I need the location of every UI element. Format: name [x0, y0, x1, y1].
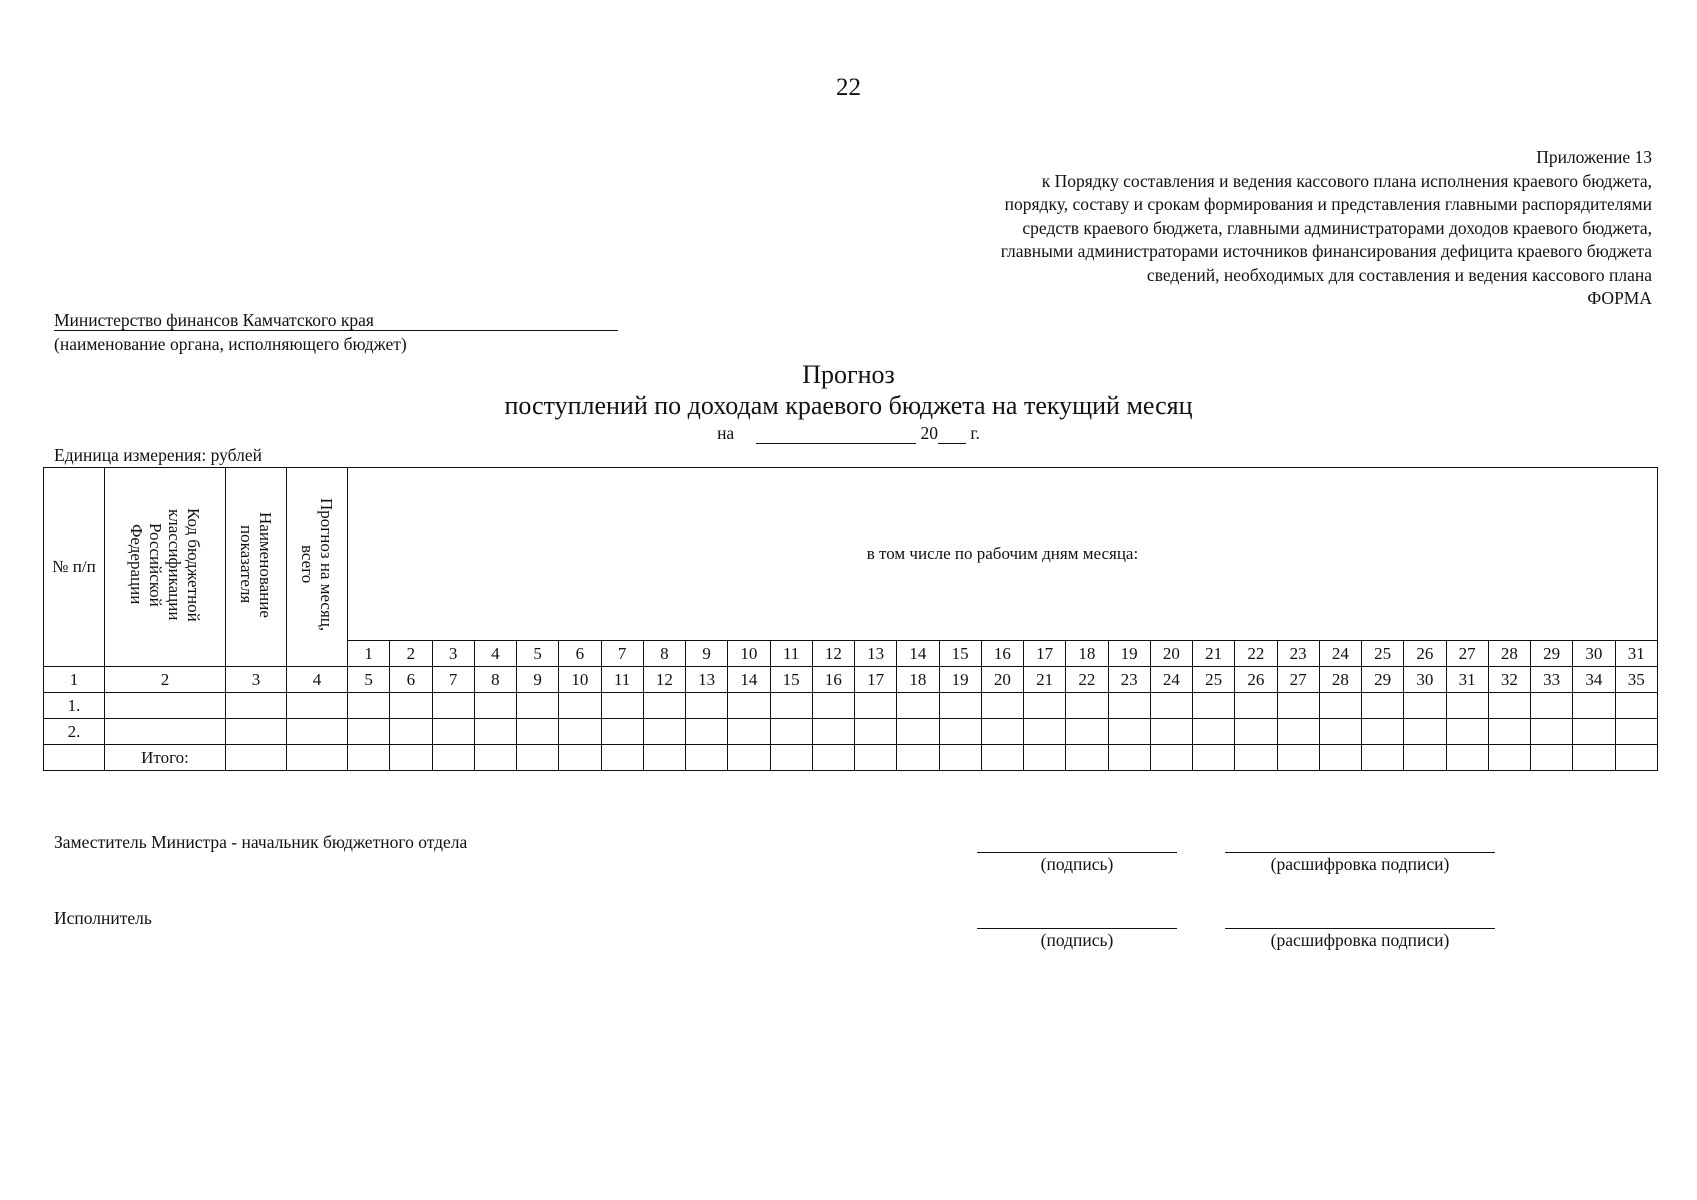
day-number-cell: 3	[432, 641, 474, 667]
column-number-cell: 21	[1024, 667, 1066, 693]
data-cell[interactable]	[1531, 693, 1573, 719]
column-number-cell: 20	[981, 667, 1023, 693]
day-number-cell: 7	[601, 641, 643, 667]
signature-caption: (подпись)	[1040, 854, 1114, 874]
data-cell[interactable]	[348, 719, 390, 745]
data-cell[interactable]	[1066, 719, 1108, 745]
day-number-cell: 6	[559, 641, 601, 667]
day-number-cell: 24	[1319, 641, 1361, 667]
column-number-cell: 25	[1193, 667, 1235, 693]
data-cell[interactable]	[348, 745, 390, 771]
date-line	[0, 422, 1697, 444]
data-cell[interactable]	[643, 745, 685, 771]
data-cell[interactable]	[643, 719, 685, 745]
column-number-cell: 11	[601, 667, 643, 693]
day-number-cell: 18	[1066, 641, 1108, 667]
data-cell[interactable]	[1150, 693, 1192, 719]
data-cell[interactable]	[1446, 745, 1488, 771]
appendix-line: главными администраторами источников финансирования дефицита краевого бюджета	[1000, 241, 1652, 261]
column-number-cell: 4	[287, 667, 348, 693]
appendix-line: Приложение 13	[1536, 147, 1652, 167]
data-cell[interactable]	[474, 719, 516, 745]
data-cell[interactable]	[559, 745, 601, 771]
data-cell[interactable]	[770, 693, 812, 719]
data-cell[interactable]	[1615, 745, 1657, 771]
data-cell[interactable]	[981, 693, 1023, 719]
data-cell[interactable]	[1488, 745, 1530, 771]
data-cell[interactable]	[517, 745, 559, 771]
day-number-cell: 20	[1150, 641, 1192, 667]
column-number-cell: 9	[517, 667, 559, 693]
row-label-cell[interactable]	[105, 719, 226, 745]
column-number-cell: 16	[812, 667, 854, 693]
data-cell[interactable]	[1066, 745, 1108, 771]
data-cell[interactable]	[474, 745, 516, 771]
data-cell[interactable]	[686, 693, 728, 719]
column-number-cell: 10	[559, 667, 601, 693]
table-header-row	[44, 468, 1658, 641]
day-number-cell: 4	[474, 641, 516, 667]
column-number-cell: 35	[1615, 667, 1657, 693]
data-cell[interactable]	[1446, 693, 1488, 719]
data-cell[interactable]	[1277, 693, 1319, 719]
data-cell[interactable]	[1319, 719, 1361, 745]
data-cell[interactable]	[287, 745, 348, 771]
data-cell[interactable]	[855, 693, 897, 719]
column-number-cell: 17	[855, 667, 897, 693]
signature-decode-caption: (расшифровка подписи)	[1270, 854, 1450, 874]
row-number-cell[interactable]	[44, 745, 105, 771]
data-cell[interactable]	[728, 693, 770, 719]
data-cell[interactable]	[432, 745, 474, 771]
table-row	[44, 719, 1658, 745]
organization-name: Министерство финансов Камчатского края	[54, 310, 618, 331]
data-cell[interactable]	[1404, 693, 1446, 719]
data-cell[interactable]	[855, 745, 897, 771]
data-cell[interactable]	[601, 719, 643, 745]
data-cell[interactable]	[390, 719, 432, 745]
data-cell[interactable]	[1404, 745, 1446, 771]
day-number-cell: 14	[897, 641, 939, 667]
appendix-line: средств краевого бюджета, главными администраторами доходов краевого бюджета,	[1022, 217, 1652, 238]
signature-line[interactable]	[977, 851, 1177, 853]
day-number-cell: 15	[939, 641, 981, 667]
data-cell[interactable]	[1573, 693, 1615, 719]
data-cell[interactable]	[1615, 719, 1657, 745]
column-number-cell: 3	[226, 667, 287, 693]
data-cell[interactable]	[812, 693, 854, 719]
data-cell[interactable]	[1362, 693, 1404, 719]
column-number-cell: 29	[1362, 667, 1404, 693]
data-cell[interactable]	[287, 693, 348, 719]
data-cell[interactable]	[686, 719, 728, 745]
day-number-cell: 31	[1615, 641, 1657, 667]
data-cell[interactable]	[939, 693, 981, 719]
signature-line[interactable]	[977, 927, 1177, 929]
data-cell[interactable]	[1362, 719, 1404, 745]
data-cell[interactable]	[432, 719, 474, 745]
column-number-cell: 2	[105, 667, 226, 693]
data-cell[interactable]	[897, 719, 939, 745]
data-cell[interactable]	[897, 693, 939, 719]
data-cell[interactable]	[1488, 719, 1530, 745]
data-cell[interactable]	[770, 719, 812, 745]
forecast-table	[43, 467, 1658, 771]
date-suffix: г.	[970, 423, 980, 443]
data-cell[interactable]	[390, 745, 432, 771]
column-number-cell: 23	[1108, 667, 1150, 693]
data-cell[interactable]	[1277, 719, 1319, 745]
appendix-line: к Порядку составления и ведения кассового плана исполнения краевого бюджета,	[1041, 170, 1652, 191]
column-number-cell: 6	[390, 667, 432, 693]
data-cell[interactable]	[939, 719, 981, 745]
data-cell[interactable]	[1404, 719, 1446, 745]
data-cell[interactable]	[1615, 693, 1657, 719]
data-cell[interactable]	[1193, 745, 1235, 771]
column-number-cell: 19	[939, 667, 981, 693]
signatory-role: Исполнитель	[54, 908, 152, 928]
data-cell[interactable]	[1193, 719, 1235, 745]
column-number-cell: 12	[643, 667, 685, 693]
row-label-cell[interactable]	[105, 693, 226, 719]
day-number-cell: 12	[812, 641, 854, 667]
data-cell[interactable]	[1277, 745, 1319, 771]
column-number-cell: 8	[474, 667, 516, 693]
column-number-cell: 31	[1446, 667, 1488, 693]
data-cell[interactable]	[643, 693, 685, 719]
day-number-cell: 9	[686, 641, 728, 667]
column-number-cell: 13	[686, 667, 728, 693]
data-cell[interactable]	[728, 719, 770, 745]
row-number-cell[interactable]: 1.	[44, 693, 105, 719]
data-cell[interactable]	[812, 745, 854, 771]
column-number-cell: 24	[1150, 667, 1192, 693]
date-prefix: на	[717, 423, 735, 443]
data-cell[interactable]	[981, 719, 1023, 745]
day-number-cell: 27	[1446, 641, 1488, 667]
year-blank[interactable]	[938, 425, 966, 444]
day-number-cell: 28	[1488, 641, 1530, 667]
data-cell[interactable]	[686, 745, 728, 771]
appendix-line: порядку, составу и срокам формирования и представления главными распорядителями	[1004, 194, 1652, 214]
data-cell[interactable]	[226, 719, 287, 745]
data-cell[interactable]	[1235, 693, 1277, 719]
header-days-group: в том числе по рабочим дням месяца:	[348, 468, 1658, 641]
data-cell[interactable]	[517, 693, 559, 719]
data-cell[interactable]	[226, 693, 287, 719]
data-cell[interactable]	[1531, 745, 1573, 771]
day-number-cell: 11	[770, 641, 812, 667]
column-number-cell: 22	[1066, 667, 1108, 693]
data-cell[interactable]	[1150, 719, 1192, 745]
day-number-cell: 30	[1573, 641, 1615, 667]
document-title: Прогноз	[802, 360, 895, 389]
data-cell[interactable]	[348, 693, 390, 719]
day-number-cell: 16	[981, 641, 1023, 667]
column-number-cell: 30	[1404, 667, 1446, 693]
day-number-cell: 5	[517, 641, 559, 667]
column-number-cell: 32	[1488, 667, 1530, 693]
data-cell[interactable]	[1024, 719, 1066, 745]
data-cell[interactable]	[1193, 693, 1235, 719]
data-cell[interactable]	[1066, 693, 1108, 719]
column-number-cell: 7	[432, 667, 474, 693]
column-number-cell: 1	[44, 667, 105, 693]
row-label-cell[interactable]: Итого:	[105, 745, 226, 771]
organization-caption: (наименование органа, исполняющего бюджет)	[54, 334, 407, 354]
data-cell[interactable]	[1024, 693, 1066, 719]
column-number-cell: 27	[1277, 667, 1319, 693]
column-number-cell: 26	[1235, 667, 1277, 693]
day-number-cell: 29	[1531, 641, 1573, 667]
page-number: 22	[836, 74, 861, 101]
data-cell[interactable]	[939, 745, 981, 771]
data-cell[interactable]	[474, 693, 516, 719]
day-number-cell: 22	[1235, 641, 1277, 667]
column-number-cell: 34	[1573, 667, 1615, 693]
data-cell[interactable]	[1573, 719, 1615, 745]
data-cell[interactable]	[1108, 745, 1150, 771]
data-cell[interactable]	[728, 745, 770, 771]
table-row	[44, 693, 1658, 719]
data-cell[interactable]	[981, 745, 1023, 771]
signature-decode-line[interactable]	[1225, 927, 1495, 929]
unit-of-measure: Единица измерения: рублей	[54, 445, 262, 465]
header-num: № п/п	[44, 468, 105, 667]
day-number-cell: 1	[348, 641, 390, 667]
day-number-cell: 17	[1024, 641, 1066, 667]
data-cell[interactable]	[601, 745, 643, 771]
data-cell[interactable]	[855, 719, 897, 745]
year-prefix: 20	[920, 423, 938, 443]
date-blank[interactable]	[756, 425, 916, 444]
header-name: Наименование показателя	[226, 468, 287, 667]
data-cell[interactable]	[1319, 693, 1361, 719]
form-label: ФОРМА	[1587, 288, 1652, 308]
column-number-cell: 33	[1531, 667, 1573, 693]
signature-decode-caption: (расшифровка подписи)	[1270, 930, 1450, 950]
column-number-cell: 15	[770, 667, 812, 693]
data-cell[interactable]	[1108, 693, 1150, 719]
day-number-cell: 26	[1404, 641, 1446, 667]
data-cell[interactable]	[1024, 745, 1066, 771]
day-number-cell: 13	[855, 641, 897, 667]
table-row	[44, 745, 1658, 771]
data-cell[interactable]	[770, 745, 812, 771]
data-cell[interactable]	[432, 693, 474, 719]
data-cell[interactable]	[517, 719, 559, 745]
data-cell[interactable]	[559, 693, 601, 719]
day-number-cell: 8	[643, 641, 685, 667]
data-cell[interactable]	[287, 719, 348, 745]
column-numbers-row	[44, 667, 1658, 693]
appendix-header	[752, 146, 1652, 311]
day-number-cell: 21	[1193, 641, 1235, 667]
data-cell[interactable]	[1573, 745, 1615, 771]
data-cell[interactable]	[601, 693, 643, 719]
data-cell[interactable]	[1446, 719, 1488, 745]
data-cell[interactable]	[1108, 719, 1150, 745]
row-number-cell[interactable]: 2.	[44, 719, 105, 745]
data-cell[interactable]	[390, 693, 432, 719]
day-number-cell: 10	[728, 641, 770, 667]
day-number-cell: 23	[1277, 641, 1319, 667]
day-number-cell: 25	[1362, 641, 1404, 667]
data-cell[interactable]	[1362, 745, 1404, 771]
signature-decode-line[interactable]	[1225, 851, 1495, 853]
signatory-role: Заместитель Министра - начальник бюджетного отдела	[54, 832, 468, 852]
appendix-line: сведений, необходимых для составления и ведения кассового плана	[1146, 264, 1652, 285]
column-number-cell: 18	[897, 667, 939, 693]
data-cell[interactable]	[1531, 719, 1573, 745]
header-forecast: Прогноз на месяц, всего	[287, 468, 348, 667]
header-code: Код бюджетной классификации Российской Федерации	[105, 468, 226, 667]
signature-caption: (подпись)	[1040, 930, 1114, 950]
data-cell[interactable]	[1235, 719, 1277, 745]
day-number-cell: 2	[390, 641, 432, 667]
data-cell[interactable]	[1488, 693, 1530, 719]
day-number-cell: 19	[1108, 641, 1150, 667]
data-cell[interactable]	[559, 719, 601, 745]
column-number-cell: 28	[1319, 667, 1361, 693]
data-cell[interactable]	[812, 719, 854, 745]
column-number-cell: 14	[728, 667, 770, 693]
document-subtitle: поступлений по доходам краевого бюджета на текущий месяц	[504, 391, 1193, 420]
data-cell[interactable]	[897, 745, 939, 771]
data-cell[interactable]	[1150, 745, 1192, 771]
data-cell[interactable]	[226, 745, 287, 771]
column-number-cell: 5	[348, 667, 390, 693]
data-cell[interactable]	[1319, 745, 1361, 771]
data-cell[interactable]	[1235, 745, 1277, 771]
